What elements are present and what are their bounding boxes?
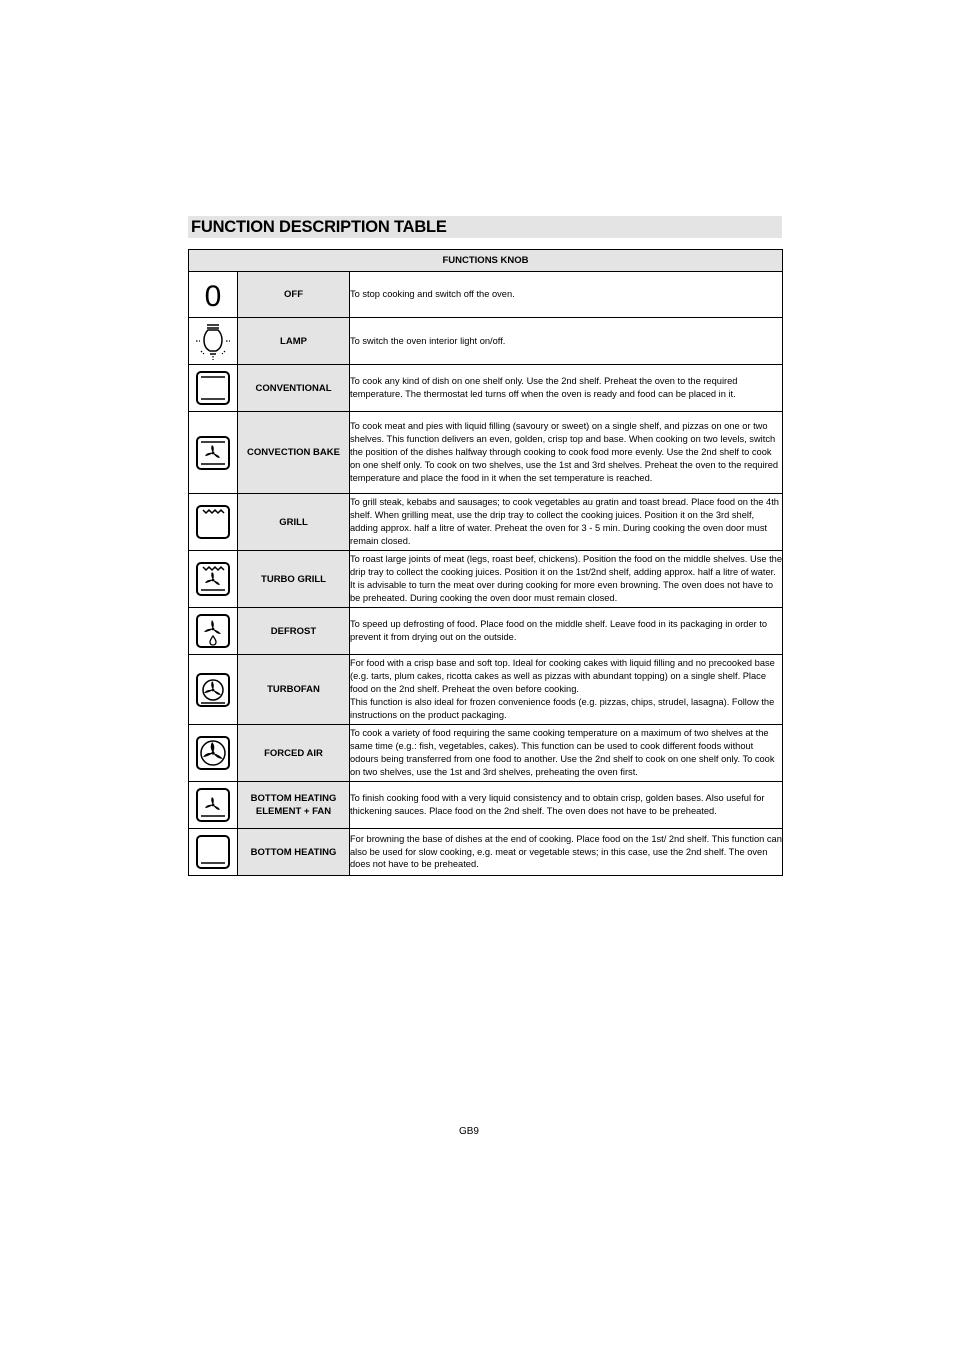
- function-name: BOTTOM HEATING ELEMENT + FAN: [238, 782, 350, 829]
- title-bar: [188, 216, 782, 238]
- function-name: CONVECTION BAKE: [238, 412, 350, 494]
- turbofan-icon: [193, 670, 233, 710]
- function-description: To cook any kind of dish on one shelf only. Use the 2nd shelf. Preheat the oven to the required temperature. The thermostat led turns off when the oven is ready and food can be placed in it.: [350, 365, 783, 412]
- function-name: TURBOFAN: [238, 655, 350, 725]
- table-row: [189, 365, 783, 412]
- function-description: To stop cooking and switch off the oven.: [350, 272, 783, 318]
- off-zero-icon: [193, 275, 233, 315]
- function-name: LAMP: [238, 318, 350, 365]
- table-row: [189, 725, 783, 782]
- table-row: [189, 655, 783, 725]
- conventional-icon: [193, 368, 233, 408]
- function-name: TURBO GRILL: [238, 551, 350, 608]
- function-name: DEFROST: [238, 608, 350, 655]
- table-row: [189, 782, 783, 829]
- page-title: FUNCTION DESCRIPTION TABLE: [191, 218, 447, 236]
- function-description: To speed up defrosting of food. Place food on the middle shelf. Leave food in its packaging in order to prevent it from drying out on the outside.: [350, 608, 783, 655]
- svg-text:0: 0: [204, 279, 222, 313]
- turbo-grill-icon: [193, 559, 233, 599]
- function-description: To roast large joints of meat (legs, roast beef, chickens). Position the food on the middle shelves. Use the drip tray to collect the cooking juices. Position it on the 1st/2nd shelf, adding approx. half a litre of water. It is advisable to turn the meat over during cooking for more even browning. The oven does not have to be preheated. During cooking the oven door must remain closed.: [350, 551, 783, 608]
- forced-air-icon: [193, 733, 233, 773]
- function-description: To grill steak, kebabs and sausages; to cook vegetables au gratin and toast bread. Place food on the 4th shelf. When grilling meat, use the drip tray to collect the cooking juices. Position it on the 3rd shelf, adding approx. half a litre of water. Preheat the oven for 3 - 5 min. During cooking the oven door must remain closed.: [350, 494, 783, 551]
- function-description: To cook meat and pies with liquid filling (savoury or sweet) on a single shelf, and pizzas on one or two shelves. This function delivers an even, golden, crisp top and base. When cooking on two levels, switch the position of the dishes halfway through cooking to cook food more evenly. Use the 2nd shelf to cook on one shelf only. To cook on two shelves, use the 1st and 3rd shelves. Preheat the oven to the required temperature and place the food in it when the set temperature is reached.: [350, 412, 783, 494]
- bottom-heating-fan-icon: [193, 785, 233, 825]
- function-name: OFF: [238, 272, 350, 318]
- page-number: GB9: [458, 1126, 479, 1137]
- function-description: To switch the oven interior light on/off.: [350, 318, 783, 365]
- function-name: GRILL: [238, 494, 350, 551]
- table-row: [189, 494, 783, 551]
- function-description: To cook a variety of food requiring the same cooking temperature on a maximum of two shelves at the same time (e.g.: fish, vegetables, cakes). This function can be used to cook different foods without odours being transferred from one food to another. Use the 2nd shelf to cook on one shelf only. To cook on two shelves, use the 1st and 3rd shelves, preheating the oven first.: [350, 725, 783, 782]
- table-header: FUNCTIONS KNOB: [189, 250, 783, 272]
- grill-icon: [193, 502, 233, 542]
- function-name: BOTTOM HEATING: [238, 829, 350, 876]
- table-row: [189, 608, 783, 655]
- table-row: [189, 412, 783, 494]
- function-name: FORCED AIR: [238, 725, 350, 782]
- function-description: For food with a crisp base and soft top. Ideal for cooking cakes with liquid filling and no precooked base (e.g. tarts, plum cakes, ricotta cakes as well as pizzas with abundant topping) on a single shelf. Place food on the 2nd shelf. Preheat the oven before cooking. This function is also ideal for frozen convenience foods (e.g. pizzas, chips, strudel, lasagna). Follow the instructions on the product packaging.: [350, 655, 783, 725]
- bottom-heating-icon: [193, 832, 233, 872]
- table-row: [189, 318, 783, 365]
- function-description: For browning the base of dishes at the end of cooking. Place food on the 1st/ 2nd shelf. This function can also be used for slow cooking, e.g. meat or vegetable stews; in this case, use the 2nd shelf. The oven does not have to be preheated.: [350, 829, 783, 876]
- lamp-icon: [193, 321, 233, 361]
- table-row: [189, 551, 783, 608]
- convection-bake-icon: [193, 433, 233, 473]
- function-description: To finish cooking food with a very liquid consistency and to obtain crisp, golden bases. Also useful for thickening sauces. Place food on the 2nd shelf. The oven does not have to be preheated.: [350, 782, 783, 829]
- table-row: [189, 829, 783, 876]
- defrost-icon: [193, 611, 233, 651]
- table-row: [189, 272, 783, 318]
- function-name: CONVENTIONAL: [238, 365, 350, 412]
- function-table: [188, 249, 783, 876]
